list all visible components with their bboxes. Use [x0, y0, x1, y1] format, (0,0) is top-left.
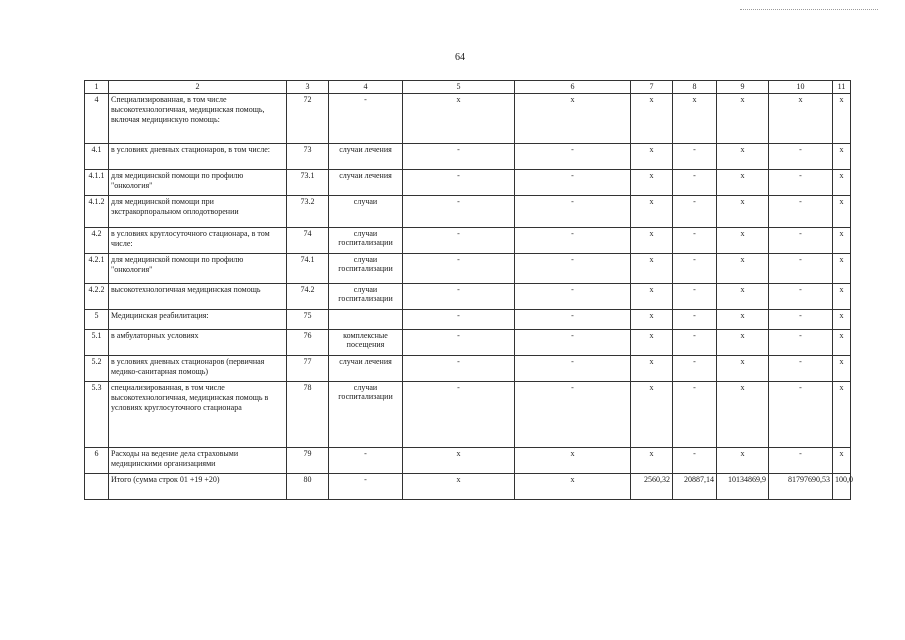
cell-col9: x [717, 196, 769, 228]
cell-col8: - [673, 310, 717, 330]
top-edge-mark [740, 9, 878, 10]
table-row [85, 94, 851, 144]
cell-col6: - [515, 196, 631, 228]
cell-col5: - [403, 284, 515, 310]
cell-col11: x [833, 284, 851, 310]
column-header: 7 [631, 81, 673, 94]
page-number: 64 [455, 52, 465, 63]
cell-col11: x [833, 310, 851, 330]
cell-col10: 81797690,53 [769, 474, 833, 500]
row-number: 4.2 [85, 228, 109, 254]
cell-col7: x [631, 170, 673, 196]
cell-col8: - [673, 356, 717, 382]
unit [329, 310, 403, 330]
row-name: в условиях круглосуточного стационара, в том числе: [109, 228, 287, 254]
cell-col5: - [403, 356, 515, 382]
cell-col6: - [515, 228, 631, 254]
cell-col5: x [403, 94, 515, 144]
row-name: высокотехнологичная медицинская помощь [109, 284, 287, 310]
cell-col6: - [515, 284, 631, 310]
cell-col6: - [515, 170, 631, 196]
table-row [85, 254, 851, 284]
line-code: 73 [287, 144, 329, 170]
cell-col11: x [833, 254, 851, 284]
table-row [85, 284, 851, 310]
unit: случаи лечения [329, 170, 403, 196]
cell-col5: x [403, 448, 515, 474]
row-name: для медицинской помощи при экстракорпоральном оплодотворении [109, 196, 287, 228]
column-header: 4 [329, 81, 403, 94]
cell-col11: x [833, 382, 851, 448]
cell-col9: x [717, 170, 769, 196]
row-name: Итого (сумма строк 01 +19 +20) [109, 474, 287, 500]
cell-col8: - [673, 254, 717, 284]
cell-col7: x [631, 94, 673, 144]
unit: случаи лечения [329, 144, 403, 170]
cell-col8: - [673, 196, 717, 228]
line-code: 75 [287, 310, 329, 330]
row-number: 5.3 [85, 382, 109, 448]
cell-col6: x [515, 448, 631, 474]
cell-col10: - [769, 170, 833, 196]
cell-col10: - [769, 196, 833, 228]
cell-col10: - [769, 284, 833, 310]
cell-col6: x [515, 94, 631, 144]
table-row [85, 196, 851, 228]
cell-col9: x [717, 382, 769, 448]
cell-col8: - [673, 228, 717, 254]
column-header: 3 [287, 81, 329, 94]
cell-col9: x [717, 228, 769, 254]
table-row [85, 310, 851, 330]
table-row [85, 228, 851, 254]
cell-col5: - [403, 330, 515, 356]
row-number: 6 [85, 448, 109, 474]
row-number [85, 474, 109, 500]
cell-col5: - [403, 382, 515, 448]
cell-col10: x [769, 94, 833, 144]
cell-col5: - [403, 144, 515, 170]
cell-col11: 100,0 [833, 474, 851, 500]
cell-col11: x [833, 448, 851, 474]
cell-col7: x [631, 382, 673, 448]
line-code: 78 [287, 382, 329, 448]
cell-col5: - [403, 196, 515, 228]
row-number: 5.2 [85, 356, 109, 382]
cell-col9: x [717, 94, 769, 144]
line-code: 73.2 [287, 196, 329, 228]
cell-col10: - [769, 254, 833, 284]
line-code: 72 [287, 94, 329, 144]
cell-col9: 10134869,9 [717, 474, 769, 500]
row-name: Медицинская реабилитация: [109, 310, 287, 330]
cell-col6: - [515, 382, 631, 448]
column-header: 2 [109, 81, 287, 94]
line-code: 74 [287, 228, 329, 254]
cell-col6: - [515, 310, 631, 330]
table-row [85, 144, 851, 170]
cell-col6: x [515, 474, 631, 500]
unit: - [329, 474, 403, 500]
cell-col5: - [403, 310, 515, 330]
unit: случаи госпитализации [329, 228, 403, 254]
row-name: в условиях дневных стационаров (первичная медико-санитарная помощь) [109, 356, 287, 382]
cell-col9: x [717, 254, 769, 284]
unit: комплексные посещения [329, 330, 403, 356]
cell-col5: x [403, 474, 515, 500]
row-number: 4.1.1 [85, 170, 109, 196]
table-row [85, 170, 851, 196]
cell-col10: - [769, 448, 833, 474]
cell-col8: - [673, 382, 717, 448]
cell-col8: - [673, 170, 717, 196]
cell-col8: 20887,14 [673, 474, 717, 500]
cell-col6: - [515, 356, 631, 382]
row-number: 4 [85, 94, 109, 144]
table-row [85, 330, 851, 356]
row-name: для медицинской помощи по профилю "онкология" [109, 254, 287, 284]
cell-col10: - [769, 382, 833, 448]
cell-col7: x [631, 330, 673, 356]
cell-col11: x [833, 196, 851, 228]
cell-col7: x [631, 310, 673, 330]
cell-col7: x [631, 356, 673, 382]
column-header: 8 [673, 81, 717, 94]
row-number: 4.1 [85, 144, 109, 170]
unit: случаи госпитализации [329, 284, 403, 310]
cell-col8: - [673, 284, 717, 310]
row-number: 5.1 [85, 330, 109, 356]
row-name: в условиях дневных стационаров, в том числе: [109, 144, 287, 170]
column-header: 6 [515, 81, 631, 94]
cell-col9: x [717, 356, 769, 382]
cell-col8: - [673, 144, 717, 170]
unit: - [329, 448, 403, 474]
row-number: 4.1.2 [85, 196, 109, 228]
line-code: 77 [287, 356, 329, 382]
cell-col10: - [769, 356, 833, 382]
table-row [85, 448, 851, 474]
row-name: Расходы на ведение дела страховыми медицинскими организациями [109, 448, 287, 474]
line-code: 76 [287, 330, 329, 356]
cell-col11: x [833, 330, 851, 356]
cell-col11: x [833, 228, 851, 254]
line-code: 74.2 [287, 284, 329, 310]
row-name: для медицинской помощи по профилю "онкология" [109, 170, 287, 196]
cell-col11: x [833, 144, 851, 170]
line-code: 80 [287, 474, 329, 500]
cell-col5: - [403, 170, 515, 196]
cell-col10: - [769, 228, 833, 254]
cell-col8: - [673, 330, 717, 356]
cell-col7: x [631, 196, 673, 228]
line-code: 74.1 [287, 254, 329, 284]
line-code: 79 [287, 448, 329, 474]
cell-col6: - [515, 330, 631, 356]
cell-col9: x [717, 284, 769, 310]
cell-col10: - [769, 310, 833, 330]
cell-col7: x [631, 284, 673, 310]
row-number: 4.2.1 [85, 254, 109, 284]
unit: случаи госпитализации [329, 382, 403, 448]
table-row [85, 356, 851, 382]
cell-col8: - [673, 448, 717, 474]
line-code: 73.1 [287, 170, 329, 196]
row-number: 5 [85, 310, 109, 330]
cell-col9: x [717, 330, 769, 356]
column-header: 1 [85, 81, 109, 94]
unit: случаи [329, 196, 403, 228]
cell-col7: 2560,32 [631, 474, 673, 500]
table-row [85, 382, 851, 448]
cell-col11: x [833, 356, 851, 382]
cell-col8: x [673, 94, 717, 144]
cell-col9: x [717, 310, 769, 330]
cell-col9: x [717, 144, 769, 170]
column-header: 9 [717, 81, 769, 94]
cell-col6: - [515, 144, 631, 170]
unit: случаи госпитализации [329, 254, 403, 284]
row-name: в амбулаторных условиях [109, 330, 287, 356]
cell-col5: - [403, 254, 515, 284]
cell-col5: - [403, 228, 515, 254]
unit: - [329, 94, 403, 144]
cell-col10: - [769, 330, 833, 356]
row-name: Специализированная, в том числе высокотехнологичная, медицинская помощь, включая медицинскую помощь: [109, 94, 287, 144]
cell-col11: x [833, 94, 851, 144]
cell-col11: x [833, 170, 851, 196]
unit: случаи лечения [329, 356, 403, 382]
column-header: 10 [769, 81, 833, 94]
column-header: 5 [403, 81, 515, 94]
cell-col7: x [631, 144, 673, 170]
column-header: 11 [833, 81, 851, 94]
financing-table [84, 80, 851, 500]
cell-col7: x [631, 254, 673, 284]
cell-col7: x [631, 448, 673, 474]
cell-col9: x [717, 448, 769, 474]
table-header-row [85, 81, 851, 94]
row-name: специализированная, в том числе высокотехнологичная, медицинская помощь в условиях круглосуточного стационара [109, 382, 287, 448]
row-number: 4.2.2 [85, 284, 109, 310]
cell-col6: - [515, 254, 631, 284]
cell-col7: x [631, 228, 673, 254]
cell-col10: - [769, 144, 833, 170]
table-row-total [85, 474, 851, 500]
